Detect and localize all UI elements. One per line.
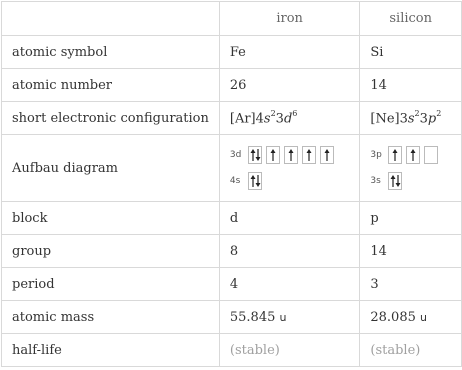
orbital-row: [230, 172, 350, 190]
config-shell: 3: [399, 111, 408, 127]
silicon-configuration: [360, 102, 462, 135]
row-label: Aufbau diagram: [2, 135, 220, 202]
orbital-label: 3d: [229, 150, 242, 160]
orbital-box: [284, 146, 298, 164]
config-orbital: s: [407, 111, 415, 127]
spin-down-arrow-icon: [395, 175, 401, 187]
config-orbital: d: [283, 111, 293, 127]
header-silicon: silicon: [360, 2, 462, 36]
config-shell: 3: [419, 111, 428, 127]
table-row: [2, 268, 462, 301]
config-electrons: 2: [270, 108, 276, 118]
aufbau-diagram: [370, 146, 451, 190]
orbital-label: 4s: [229, 176, 241, 186]
spin-up-arrow-icon: [270, 149, 276, 161]
spin-up-arrow-icon: [288, 149, 294, 161]
orbital-row: [370, 146, 451, 164]
config-shell: 3: [275, 111, 284, 127]
silicon-value: [360, 301, 462, 334]
spin-down-arrow-icon: [255, 149, 261, 161]
silicon-aufbau-diagram: [360, 135, 462, 202]
iron-value: d: [219, 202, 360, 235]
silicon-value: p: [360, 202, 462, 235]
table-row: [2, 102, 462, 135]
orbital-box: [406, 146, 420, 164]
config-electrons: 6: [292, 108, 298, 118]
iron-value: (stable): [219, 334, 360, 367]
table-row: [2, 334, 462, 367]
silicon-value: 14: [360, 235, 462, 268]
iron-value: 8: [219, 235, 360, 268]
iron-configuration: [219, 102, 360, 135]
header-iron: iron: [219, 2, 360, 36]
iron-value: 4: [219, 268, 360, 301]
silicon-value: 14: [360, 69, 462, 102]
row-label: block: [2, 202, 220, 235]
mass-value: 28.085: [370, 309, 416, 325]
config-shell: 4: [255, 111, 264, 127]
spin-down-arrow-icon: [255, 175, 261, 187]
spin-up-arrow-icon: [392, 149, 398, 161]
orbital-box: [388, 172, 402, 190]
table-row: [2, 69, 462, 102]
iron-aufbau-diagram: [219, 135, 360, 202]
orbital-box: [248, 146, 262, 164]
orbital-box: [302, 146, 316, 164]
config-orbital: p: [427, 111, 437, 127]
orbital-box: [388, 146, 402, 164]
config-orbital: s: [263, 111, 271, 127]
config-core: [Ne]: [370, 111, 400, 127]
aufbau-diagram: [230, 146, 350, 190]
row-label: period: [2, 268, 220, 301]
row-label: group: [2, 235, 220, 268]
silicon-value: (stable): [360, 334, 462, 367]
properties-table: [1, 1, 462, 367]
table-row: [2, 235, 462, 268]
orbital-box: [424, 146, 438, 164]
config-electrons: 2: [414, 108, 420, 118]
row-label: short electronic configuration: [2, 102, 220, 135]
row-label: atomic mass: [2, 301, 220, 334]
table-row: [2, 36, 462, 69]
orbital-box: [266, 146, 280, 164]
orbital-row: [370, 172, 451, 190]
mass-unit: u: [279, 310, 287, 324]
mass-value: 55.845: [229, 309, 276, 325]
orbital-label: 3s: [370, 176, 381, 186]
header-row: [2, 2, 462, 36]
iron-value: [219, 301, 360, 334]
orbital-box: [320, 146, 334, 164]
orbital-box: [248, 172, 262, 190]
spin-up-arrow-icon: [324, 149, 330, 161]
iron-value: Fe: [219, 36, 360, 69]
config-core: [Ar]: [229, 111, 256, 127]
config-electrons: 2: [436, 108, 442, 118]
orbital-label: 3p: [370, 150, 382, 160]
mass-unit: u: [420, 310, 427, 324]
silicon-value: 3: [360, 268, 462, 301]
row-label: half-life: [2, 334, 220, 367]
header-empty-cell: [2, 2, 220, 36]
row-label: atomic number: [2, 69, 220, 102]
table-row: [2, 135, 462, 202]
spin-up-arrow-icon: [410, 149, 416, 161]
orbital-row: [230, 146, 350, 164]
table-row: [2, 301, 462, 334]
table-row: [2, 202, 462, 235]
iron-value: 26: [219, 69, 360, 102]
spin-up-arrow-icon: [306, 149, 312, 161]
row-label: atomic symbol: [2, 36, 220, 69]
silicon-value: Si: [360, 36, 462, 69]
